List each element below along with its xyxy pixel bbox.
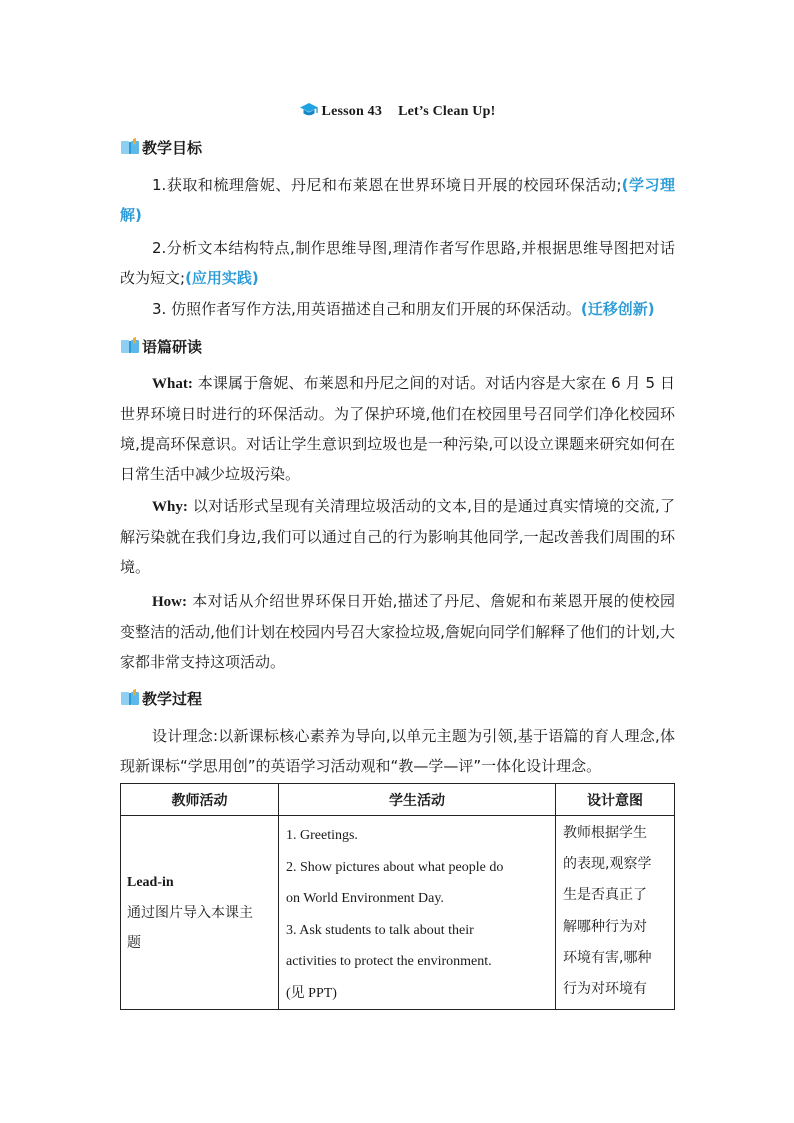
goal-item-1 [120, 170, 675, 230]
table-row [121, 816, 675, 1010]
header-teacher-activity: 教师活动 [121, 784, 279, 816]
section-heading-process [120, 688, 202, 710]
goal-item-3 [120, 294, 675, 324]
book-icon [120, 336, 140, 356]
lesson-title [0, 102, 794, 123]
goals-heading-text: 教学目标 [142, 139, 203, 157]
section-heading-goals [120, 137, 202, 159]
what-text: 本课属于詹妮、布莱恩和丹尼之间的对话。对话内容是大家在 6 月 5 日世界环境日时进行的环保活动。为了保护环境,他们在校园里号召同学们净化校园环境,提高环保意识。对话让学生意识到垃圾也是一种污染,可以设立课题来研究如何在日常生活中减少垃圾污染。 [120, 374, 675, 483]
student-line: 3. Ask students to talk about their [286, 922, 474, 938]
intent-line: 行为对环境有 [563, 981, 647, 998]
design-intent-cell [556, 816, 675, 1010]
book-icon [120, 688, 140, 708]
goal-1-tag: (学习理解) [120, 176, 676, 224]
intent-line: 的表现,观察学 [563, 856, 652, 873]
intent-line: 生是否真正了 [563, 887, 647, 904]
goal-1-text: 1.获取和梳理詹妮、丹尼和布莱恩在世界环境日开展的校园环保活动; [152, 176, 622, 194]
header-design-intent: 设计意图 [556, 784, 675, 816]
student-line: (见 PPT) [286, 985, 337, 1001]
goal-item-2 [120, 233, 675, 293]
student-line: 2. Show pictures about what people do [286, 859, 504, 875]
reading-what [120, 368, 675, 489]
teacher-activity-cell [121, 816, 279, 1010]
teaching-plan-table [120, 783, 675, 1010]
section-heading-reading [120, 336, 202, 358]
lead-in-label: Lead-in [127, 874, 174, 890]
student-activity-cell [279, 816, 556, 1010]
process-heading-text: 教学过程 [142, 690, 203, 708]
student-line: 1. Greetings. [286, 828, 358, 843]
design-philosophy: 设计理念:以新课标核心素养为导向,以单元主题为引领,基于语篇的育人理念,体现新课标“学思用创”的英语学习活动观和“教—学—评”一体化设计理念。 [120, 727, 675, 775]
student-line: on World Environment Day. [286, 891, 444, 906]
why-label: Why: [152, 499, 188, 515]
intent-line: 环境有害,哪种 [563, 949, 652, 966]
table-header-row [121, 784, 675, 816]
goal-3-tag: (迁移创新) [580, 300, 655, 318]
reading-heading-text: 语篇研读 [142, 338, 203, 356]
lesson-name: Let’s Clean Up! [398, 104, 496, 119]
teacher-desc-line: 题 [127, 934, 141, 951]
lesson-number: Lesson 43 [321, 104, 383, 119]
goal-2-tag: (应用实践) [185, 269, 259, 287]
student-line: activities to protect the environment. [286, 954, 492, 969]
book-icon [120, 137, 140, 157]
how-label: How: [152, 594, 187, 610]
goal-3-text: 3. 仿照作者写作方法,用英语描述自己和朋友们开展的环保活动。 [152, 300, 581, 318]
reading-how [120, 586, 675, 677]
how-text: 本对话从介绍世界环保日开始,描述了丹尼、詹妮和布莱恩开展的使校园变整洁的活动,他们计划在校园内号召大家捡垃圾,詹妮向同学们解释了他们的计划,大家都非常支持这项活动。 [120, 592, 675, 671]
what-label: What: [152, 376, 193, 392]
reading-why [120, 491, 675, 582]
why-text: 以对话形式呈现有关清理垃圾活动的文本,目的是通过真实情境的交流,了解污染就在我们身边,我们可以通过自己的行为影响其他同学,一起改善我们周围的环境。 [120, 497, 675, 576]
intent-line: 教师根据学生 [563, 825, 647, 841]
graduation-cap-icon [299, 102, 319, 123]
teacher-desc-line: 通过图片导入本课主 [127, 904, 253, 921]
intent-line: 解哪种行为对 [563, 918, 647, 935]
goal-2-text: 2.分析文本结构特点,制作思维导图,理清作者写作思路,并根据思维导图把对话改为短文; [120, 239, 675, 287]
header-student-activity: 学生活动 [279, 784, 556, 816]
